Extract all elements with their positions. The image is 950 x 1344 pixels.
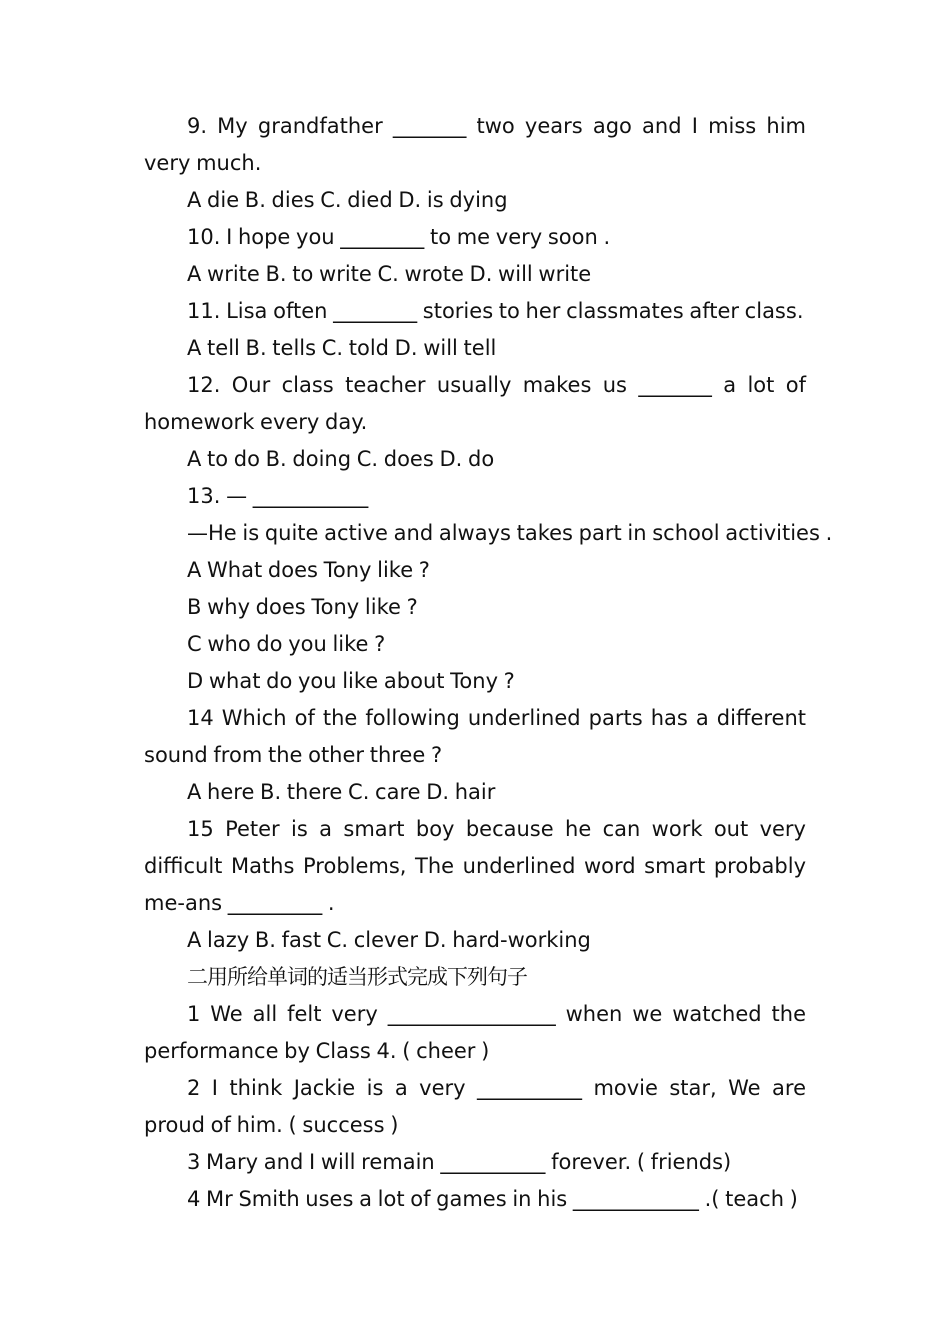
question-11: 11. Lisa often ________ stories to her classmates after class.	[187, 299, 804, 323]
question-15: 15 Peter is a smart boy because he can work out very difficult Maths Problems, The underlined word smart probably me-ans _________ .	[144, 817, 806, 915]
question-14: 14 Which of the following underlined parts has a different sound from the other three ?	[144, 706, 806, 767]
question-13-option-d: D what do you like about Tony ?	[187, 669, 515, 693]
section-heading: 二用所给单词的适当形式完成下列句子	[187, 965, 527, 989]
fill-item-3: 3 Mary and I will remain __________ forever. ( friends)	[187, 1150, 732, 1174]
question-10: 10. I hope you ________ to me very soon .	[187, 225, 611, 249]
question-14-options: A here B. there C. care D. hair	[187, 780, 496, 804]
question-13-option-c: C who do you like ?	[187, 632, 386, 656]
question-13: 13. — ___________	[187, 484, 369, 508]
question-13-option-b: B why does Tony like ?	[187, 595, 418, 619]
question-9: 9. My grandfather _______ two years ago and I miss him very much.	[144, 114, 806, 175]
question-15-options: A lazy B. fast C. clever D. hard-working	[187, 928, 591, 952]
question-11-options: A tell B. tells C. told D. will tell	[187, 336, 497, 360]
question-12-options: A to do B. doing C. does D. do	[187, 447, 495, 471]
question-10-options: A write B. to write C. wrote D. will write	[187, 262, 592, 286]
fill-item-4: 4 Mr Smith uses a lot of games in his ____________ .( teach )	[187, 1187, 798, 1211]
question-12: 12. Our class teacher usually makes us _______ a lot of homework every day.	[144, 373, 806, 434]
fill-item-1: 1 We all felt very ________________ when we watched the performance by Class 4. ( cheer )	[144, 1002, 806, 1063]
fill-item-2: 2 I think Jackie is a very __________ movie star, We are proud of him. ( success )	[144, 1076, 806, 1137]
question-9-options: A die B. dies C. died D. is dying	[187, 188, 508, 212]
document-body	[144, 108, 833, 1218]
question-13-option-a: A What does Tony like ?	[187, 558, 430, 582]
question-13-response: —He is quite active and always takes part in school activities .	[187, 521, 833, 545]
